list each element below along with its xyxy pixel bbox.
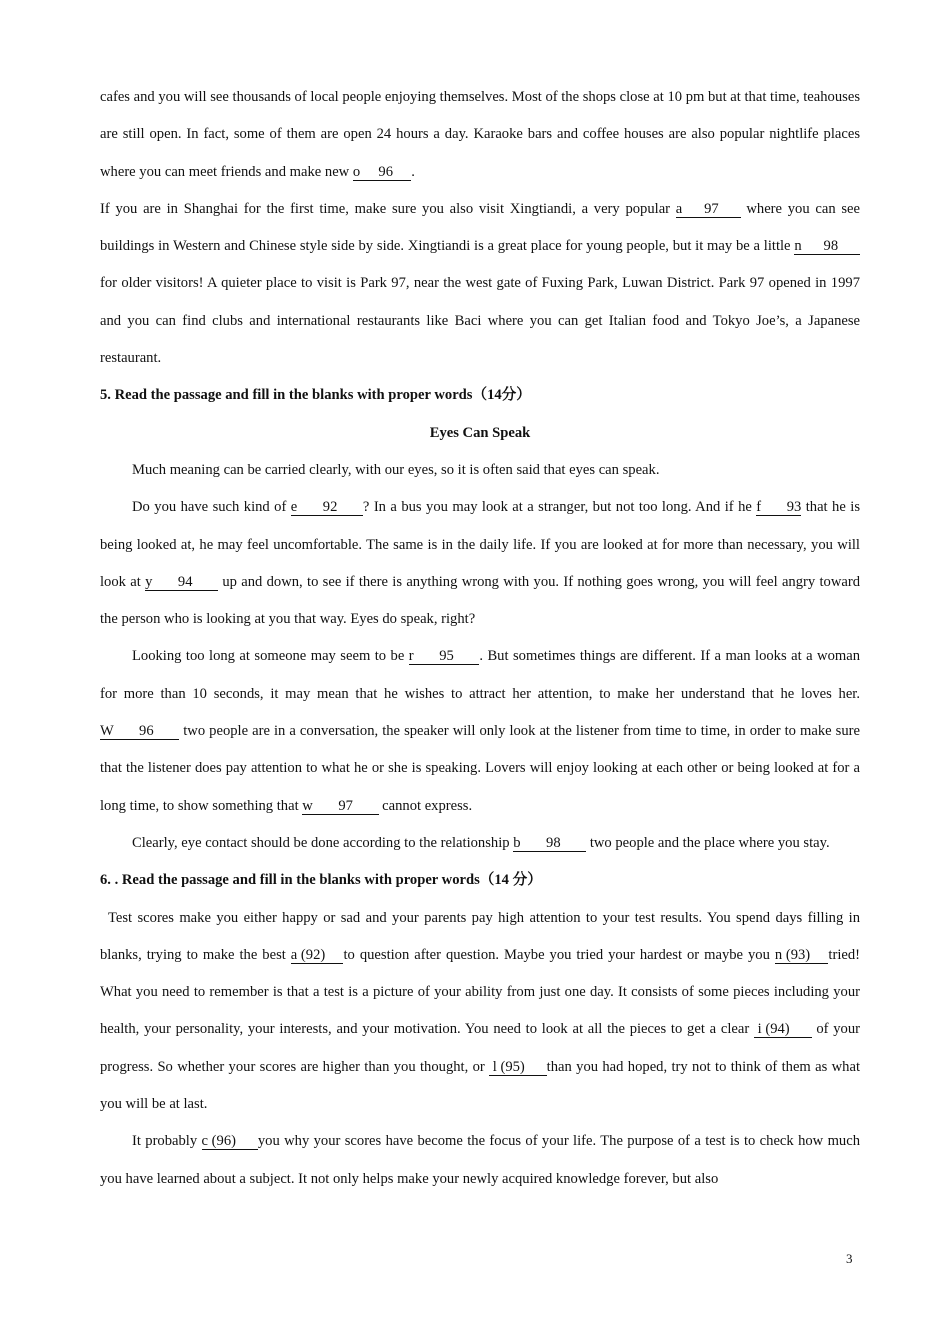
text-run: cafes and you will see thousands of local people enjoying themselves. Most of the shops close at 10 pm but at that time, teahouses are still open. In fact, some of them are open 24 hours a day. Karaoke bars and coffee houses are also popular nightlife places where you can meet friends and make new [100,89,860,180]
answer-blank[interactable]: n (93) [774,946,829,963]
text-run: Looking too long at someone may seem to be [132,648,409,665]
text-run: . [411,163,415,180]
answer-blank[interactable]: f 93 [756,499,802,516]
answer-blank[interactable]: b 98 [513,834,587,851]
text-run: you why your scores have become the focus of your life. The purpose of a test is to check how much you have learned about a subject. It not only helps make your newly acquired knowledge forever, but also [100,1133,860,1187]
text-run: cannot express. [378,797,473,814]
answer-blank[interactable]: r 95 [408,648,480,665]
passage-paragraph: Much meaning can be carried clearly, with our eyes, so it is often said that eyes can speak. [132,461,660,478]
text-run: two people are in a conversation, the speaker will only look at the listener from time to time, in order to make sure that the listener does pay attention to what he or she is speaking. Lovers will enjoy looking at each other or being looked at for a long time, to show something that [100,723,860,814]
text-run: of your progress. So whether your scores are higher than you thought, or [100,1021,860,1075]
page-number: 3 [846,1251,853,1266]
passage-title: Eyes Can Speak [429,424,531,441]
answer-blank[interactable]: W 96 [100,723,180,740]
passage-paragraph [100,900,860,1124]
text-run: If you are in Shanghai for the first time, make sure you also visit Xingtiandi, a very popular [100,200,676,217]
text-run: up and down, to see if there is anything wrong with you. If nothing goes wrong, you will feel angry toward the person who is looking at you that way. Eyes do speak, right? [100,573,860,628]
answer-blank[interactable]: o 96 [352,163,412,180]
answer-blank[interactable]: n 98 [794,238,860,255]
text-run: than you had hoped, try not to think of them as what you will be at last. [100,1058,860,1113]
text-run: two people and the place where you stay. [586,834,830,851]
text-run: to question after question. Maybe you tried your hardest or maybe you [343,946,775,963]
text-run: that he is being looked at, he may feel uncomfortable. The same is in the daily life. If you are looked at for more than necessary, you will look at [100,499,860,590]
passage-paragraph [100,489,860,638]
text-run: where you can see buildings in Western and Chinese style side by side. Xingtiandi is a great place for young people, but it may be a little [100,200,860,255]
answer-blank[interactable]: a 97 [675,200,741,217]
passage-paragraph [100,638,860,824]
text-run: . But sometimes things are different. If a man looks at a woman for more than 10 seconds, it may mean that he wishes to attract her attention, to make her understand that he loves her. [100,648,860,702]
answer-blank[interactable]: i (94) [754,1021,812,1038]
section-heading: 5. Read the passage and fill in the blanks with proper words（14分） [100,387,531,404]
text-run: ? In a bus you may look at a stranger, but not too long. And if he [362,499,757,516]
answer-blank[interactable]: c (96) [201,1133,258,1150]
answer-blank[interactable]: a (92) [290,946,344,963]
text-run: It probably [132,1133,202,1150]
text-run: Clearly, eye contact should be done according to the relationship [132,834,514,851]
answer-blank[interactable]: w 97 [302,797,379,814]
passage-paragraph [100,191,860,377]
text-run: Do you have such kind of [132,499,291,516]
answer-blank[interactable]: l (95) [489,1058,547,1075]
answer-blank[interactable]: y 94 [145,573,219,590]
text-run: for older visitors! A quieter place to visit is Park 97, near the west gate of Fuxing Park, Luwan District. Park 97 opened in 1997 and you can find clubs and international restaurants like Baci where you can get Italian food and Tokyo Joe’s, a Japanese restaurant. [100,275,860,367]
passage-paragraph [100,1123,860,1198]
document-page [100,79,860,1198]
text-run: tried! What you need to remember is that a test is a picture of your ability from just one day. It consists of some pieces including your health, your personality, your interests, and your motivation. You need to look at all the pieces to get a clear [100,946,861,1038]
passage-paragraph [100,825,860,862]
answer-blank[interactable]: e 92 [290,499,363,516]
passage-paragraph [100,79,860,191]
text-run: Test scores make you either happy or sad and your parents pay high attention to your test results. You spend days filling in blanks, trying to make the best [100,909,860,963]
section-heading: 6. . Read the passage and fill in the blanks with proper words（14 分） [100,872,542,889]
